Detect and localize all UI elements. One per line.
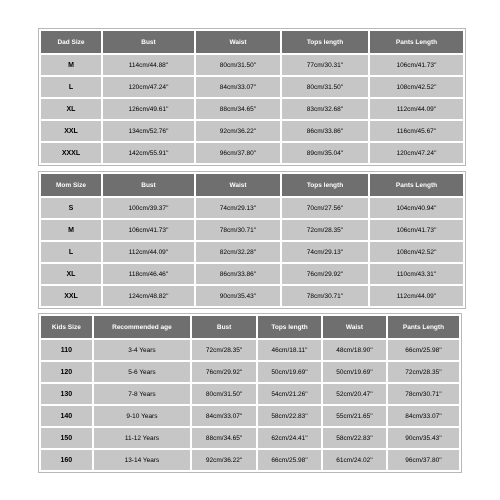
pants-length-cell: 84cm/33.07'' [388, 406, 459, 426]
size-cell: S [41, 198, 101, 218]
waist-cell: 58cm/22.83'' [323, 428, 386, 448]
tops-length-cell: 54cm/21.26'' [258, 384, 321, 404]
bust-cell: 100cm/39.37'' [103, 198, 194, 218]
size-cell: 110 [41, 340, 92, 360]
table-row [41, 384, 459, 404]
pants-length-cell: 120cm/47.24'' [370, 143, 463, 163]
tops-length-cell: 89cm/35.04'' [282, 143, 368, 163]
pants-length-cell: 106cm/41.73'' [370, 220, 463, 240]
waist-cell: 52cm/20.47'' [323, 384, 386, 404]
pants-length-cell: 78cm/30.71'' [388, 384, 459, 404]
age-cell: 5-6 Years [94, 362, 190, 382]
age-cell: 9-10 Years [94, 406, 190, 426]
bust-cell: 80cm/31.50'' [192, 384, 256, 404]
bust-cell: 120cm/47.24'' [103, 77, 194, 97]
pants-length-cell: 112cm/44.09'' [370, 286, 463, 306]
table-row [41, 242, 463, 262]
waist-cell: 92cm/36.22'' [196, 121, 280, 141]
tops-length-cell: 86cm/33.86'' [282, 121, 368, 141]
tops-length-cell: 80cm/31.50'' [282, 77, 368, 97]
bust-cell: 112cm/44.09'' [103, 242, 194, 262]
waist-cell: 86cm/33.86'' [196, 264, 280, 284]
bust-cell: 114cm/44.88'' [103, 55, 194, 75]
size-cell: XL [41, 99, 101, 119]
pants-length-cell: 110cm/43.31'' [370, 264, 463, 284]
size-cell: L [41, 242, 101, 262]
pants-length-cell: 116cm/45.67'' [370, 121, 463, 141]
bust-cell: 72cm/28.35'' [192, 340, 256, 360]
tops-length-cell: 66cm/25.98'' [258, 450, 321, 470]
bust-cell: 88cm/34.65'' [192, 428, 256, 448]
waist-cell: 84cm/33.07'' [196, 77, 280, 97]
table-row [41, 99, 463, 119]
bust-cell: 92cm/36.22'' [192, 450, 256, 470]
pants-length-cell: 108cm/42.52'' [370, 242, 463, 262]
bust-cell: 142cm/55.91'' [103, 143, 194, 163]
pants-length-cell: 72cm/28.35'' [388, 362, 459, 382]
pants-length-cell: 66cm/25.98'' [388, 340, 459, 360]
kids-header-row [41, 316, 459, 338]
table-row [41, 428, 459, 448]
size-cell: XXXL [41, 143, 101, 163]
table-row [41, 450, 459, 470]
pants-length-cell: 104cm/40.94'' [370, 198, 463, 218]
table-row [41, 286, 463, 306]
size-cell: XXL [41, 286, 101, 306]
waist-cell: 55cm/21.65'' [323, 406, 386, 426]
size-cell: XXL [41, 121, 101, 141]
dad-header-pants-length: Pants Length [370, 31, 463, 53]
size-cell: M [41, 220, 101, 240]
tops-length-cell: 83cm/32.68'' [282, 99, 368, 119]
tops-length-cell: 70cm/27.56'' [282, 198, 368, 218]
tops-length-cell: 76cm/29.92'' [282, 264, 368, 284]
pants-length-cell: 108cm/42.52'' [370, 77, 463, 97]
table-row [41, 220, 463, 240]
kids-header-pants-length: Pants Length [388, 316, 459, 338]
kids-header-bust: Bust [192, 316, 256, 338]
dad-header-waist: Waist [196, 31, 280, 53]
tops-length-cell: 72cm/28.35'' [282, 220, 368, 240]
size-cell: 140 [41, 406, 92, 426]
dad-header-bust: Bust [103, 31, 194, 53]
kids-size-table [38, 313, 462, 473]
waist-cell: 90cm/35.43'' [196, 286, 280, 306]
dad-size-table [38, 28, 466, 166]
pants-length-cell: 90cm/35.43'' [388, 428, 459, 448]
tops-length-cell: 77cm/30.31'' [282, 55, 368, 75]
pants-length-cell: 112cm/44.09'' [370, 99, 463, 119]
tops-length-cell: 78cm/30.71'' [282, 286, 368, 306]
pants-length-cell: 106cm/41.73'' [370, 55, 463, 75]
table-row [41, 362, 459, 382]
size-cell: 150 [41, 428, 92, 448]
age-cell: 7-8 Years [94, 384, 190, 404]
waist-cell: 96cm/37.80'' [196, 143, 280, 163]
age-cell: 11-12 Years [94, 428, 190, 448]
waist-cell: 61cm/24.02'' [323, 450, 386, 470]
dad-header-row [41, 31, 463, 53]
tops-length-cell: 62cm/24.41'' [258, 428, 321, 448]
mom-header-bust: Bust [103, 174, 194, 196]
bust-cell: 126cm/49.61'' [103, 99, 194, 119]
table-row [41, 406, 459, 426]
bust-cell: 124cm/48.82'' [103, 286, 194, 306]
tops-length-cell: 74cm/29.13'' [282, 242, 368, 262]
bust-cell: 118cm/46.46'' [103, 264, 194, 284]
bust-cell: 106cm/41.73'' [103, 220, 194, 240]
pants-length-cell: 96cm/37.80'' [388, 450, 459, 470]
kids-header-size: Kids Size [41, 316, 92, 338]
waist-cell: 82cm/32.28'' [196, 242, 280, 262]
table-row [41, 143, 463, 163]
mom-header-pants-length: Pants Length [370, 174, 463, 196]
table-row [41, 264, 463, 284]
waist-cell: 74cm/29.13'' [196, 198, 280, 218]
dad-header-size: Dad Size [41, 31, 101, 53]
size-cell: XL [41, 264, 101, 284]
age-cell: 3-4 Years [94, 340, 190, 360]
table-row [41, 198, 463, 218]
bust-cell: 134cm/52.76'' [103, 121, 194, 141]
mom-header-tops-length: Tops length [282, 174, 368, 196]
tops-length-cell: 58cm/22.83'' [258, 406, 321, 426]
waist-cell: 48cm/18.90'' [323, 340, 386, 360]
mom-header-row [41, 174, 463, 196]
waist-cell: 88cm/34.65'' [196, 99, 280, 119]
mom-header-waist: Waist [196, 174, 280, 196]
bust-cell: 84cm/33.07'' [192, 406, 256, 426]
size-cell: 120 [41, 362, 92, 382]
waist-cell: 78cm/30.71'' [196, 220, 280, 240]
mom-size-table [38, 171, 466, 309]
waist-cell: 80cm/31.50'' [196, 55, 280, 75]
age-cell: 13-14 Years [94, 450, 190, 470]
table-row [41, 55, 463, 75]
size-cell: 130 [41, 384, 92, 404]
waist-cell: 50cm/19.69'' [323, 362, 386, 382]
tops-length-cell: 50cm/19.69'' [258, 362, 321, 382]
size-cell: L [41, 77, 101, 97]
size-cell: 160 [41, 450, 92, 470]
bust-cell: 76cm/29.92'' [192, 362, 256, 382]
size-cell: M [41, 55, 101, 75]
kids-header-waist: Waist [323, 316, 386, 338]
kids-header-tops-length: Tops length [258, 316, 321, 338]
kids-header-recommended-age: Recommended age [94, 316, 190, 338]
table-row [41, 340, 459, 360]
mom-header-size: Mom Size [41, 174, 101, 196]
table-row [41, 121, 463, 141]
dad-header-tops-length: Tops length [282, 31, 368, 53]
table-row [41, 77, 463, 97]
tops-length-cell: 46cm/18.11'' [258, 340, 321, 360]
